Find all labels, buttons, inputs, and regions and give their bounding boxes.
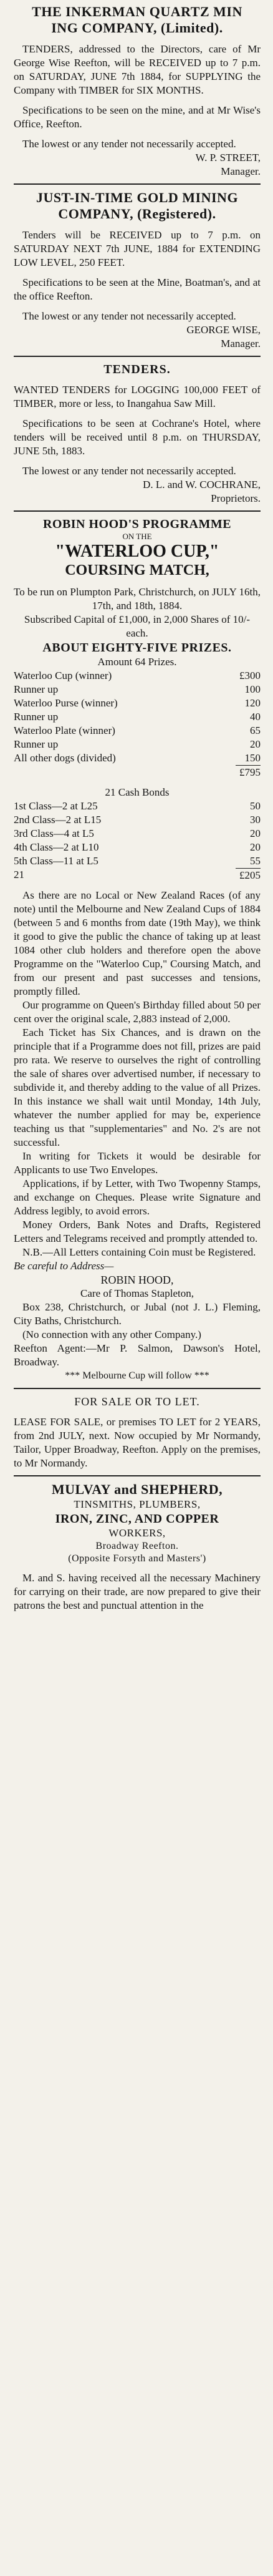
inkerman-title-1: THE INKERMAN QUARTZ MIN [32,4,242,19]
prize-row: Runner up 40 [14,711,261,723]
inkerman-ad [14,4,261,178]
tenders-lowest: The lowest or any tender not necessarily accepted. [22,465,236,477]
melbourne-cup-note: *** Melbourne Cup will follow *** [65,1370,209,1381]
amount-heading: Amount 64 Prizes. [97,656,177,668]
prize-total: £795 [14,765,261,779]
just-in-time-ad [14,190,261,351]
jit-title-2: COMPANY, (Registered). [58,206,216,222]
cash-row: 2nd Class—2 at L15 30 [14,814,261,826]
coursing-match-title: COURSING MATCH, [65,562,209,578]
mulvay-body: M. and S. having received all the necessary Machinery for carrying on their trade, are now prepared to give their patrons the best and punctual attention in the [14,1572,261,1611]
jit-specs: Specifications to be seen at the Mine, Boatman's, and at the office Reefton. [14,276,261,302]
mulvay-line-4: WORKERS, [108,1527,166,1539]
for-sale-body: LEASE FOR SALE, or premises TO LET for 2 YEARS, from 2nd JULY, next. Now occupied by Mr Normandy, Tailor, Upper Broadway, Reefton. Apply on the premises, to Mr Normandy. [14,1416,261,1469]
prize-row: Waterloo Plate (winner) 65 [14,724,261,736]
inkerman-specs: Specifications to be seen on the mine, and at Mr Wise's Office, Reefton. [14,104,261,130]
divider [14,1388,261,1389]
jit-sig-title: Manager. [221,338,261,349]
robin-para-3: Each Ticket has Six Chances, and is drawn on the principle that if a Programme does not fill, prizes are paid pro rata. We reserve to ourselves the right of controlling the sale of shares over advertised number, if necessary to subdivide it, and thereby adding to the value of all Prizes. In this instance we shall wait until Monday, 14th July, whatever the number applied for may be, experience teaching us that "supplementaries" and No. 2's are not successful. [14,1027,261,1148]
for-sale-ad [14,1394,261,1470]
tenders-sig-title: Proprietors. [211,492,261,504]
for-sale-heading: FOR SALE OR TO LET. [74,1395,200,1408]
divider [14,356,261,357]
cash-row: 1st Class—2 at L25 50 [14,800,261,812]
subscribed-text: Subscribed Capital of £1,000, in 2,000 Shares of 10/- each. [24,613,251,639]
tenders-body: WANTED TENDERS for LOGGING 100,000 FEET of TIMBER, more or less, to Inangahua Saw Mill. [14,384,261,409]
robin-hood-ad [14,517,261,1383]
jit-lowest: The lowest or any tender not necessarily accepted. [22,310,236,322]
mulvay-line-5: Broadway Reefton. [95,1541,179,1551]
inkerman-body: TENDERS, addressed to the Directors, care of Mr George Wise Reefton, will be RECEIVED up to 7 p.m. on SATURDAY, JUNE 7th 1884, for SUPPLYING the Company with TIMBER for SIX MONTHS. [14,43,261,96]
mulvay-line-3: IRON, ZINC, AND COPPER [55,1512,219,1526]
mulvay-line-6: (Opposite Forsyth and Masters') [68,1553,206,1564]
robin-para-1: As there are no Local or New Zealand Races (of any note) until the Melbourne and New Zealand Cups of 1884 (between 5 and 6 months from date (19th May), we think it good to give the public the chance of taking up at least 1084 other club holders and therefore open the above Programme on the "Waterloo Cup," Coursing Match, and from our present and past successes and tensions, promptly filled. [14,889,261,997]
address-label: Be careful to Address— [14,1260,114,1272]
mulvay-shepherd-ad [14,1481,261,1612]
prize-row: Waterloo Purse (winner) 120 [14,697,261,709]
tenders-heading: TENDERS. [103,363,171,376]
mulvay-line-2: TINSMITHS, PLUMBERS, [74,1498,201,1510]
waterloo-cup-title: "WATERLOO CUP," [55,542,219,561]
address-box: Box 238, Christchurch, or Jubal (not J. L.) Fleming, City Baths, Christchurch. [14,1301,261,1327]
inkerman-title-2: ING COMPANY, (Limited). [51,20,223,36]
divider [14,183,261,185]
run-on-text: To be run on Plumpton Park, Christchurch, on JULY 16th, 17th, and 18th, 1884. [14,586,261,612]
prize-row: Runner up 20 [14,738,261,750]
cash-total: 21 £205 [14,869,261,881]
robin-para-6: Money Orders, Bank Notes and Drafts, Registered Letters and Telegrams received and promptly attended to. [14,1219,261,1244]
robin-hood-intro: ROBIN HOOD'S PROGRAMME [42,517,232,531]
prize-row: Waterloo Cup (winner) £300 [14,670,261,681]
reefton-agent: Reefton Agent:—Mr P. Salmon, Dawson's Hotel, Broadway. [14,1342,261,1368]
address-care: Care of Thomas Stapleton, [80,1287,194,1299]
cash-row: 5th Class—11 at L5 55 [14,855,261,867]
cochrane-tenders-ad [14,362,261,505]
tenders-specs: Specifications to be seen at Cochrane's Hotel, where tenders will be received until 8 p.m. on THURSDAY, JUNE 5th, 1883. [14,417,261,457]
robin-para-2: Our programme on Queen's Birthday filled about 50 per cent over the original scale, 2,883 instead of 2,000. [14,999,261,1025]
robin-para-4: In writing for Tickets it would be desirable for Applicants to use Two Envelopes. [14,1150,261,1176]
prize-row: Runner up 100 [14,683,261,695]
cash-heading: 21 Cash Bonds [105,786,170,798]
divider [14,510,261,512]
address-name: ROBIN HOOD, [100,1274,174,1286]
robin-para-7: N.B.—All Letters containing Coin must be Registered. [22,1246,256,1258]
jit-title-1: JUST-IN-TIME GOLD MINING [36,190,239,205]
jit-body: Tenders will be RECEIVED up to 7 p.m. on SATURDAY NEXT 7th JUNE, 1884 for EXTENDING LOW LEVEL, 250 FEET. [14,229,261,268]
address-note: (No connection with any other Company.) [22,1329,201,1340]
about-prizes: ABOUT EIGHTY-FIVE PRIZES. [42,641,232,655]
prize-row: All other dogs (divided) 150 [14,752,261,764]
robin-para-5: Applications, if by Letter, with Two Twopenny Stamps, and exchange on Cheques. Please write Signature and Address legibly, to avoid errors. [14,1178,261,1217]
jit-sig-name: GEORGE WISE, [186,324,261,336]
tenders-sig-name: D. L. and W. COCHRANE, [143,479,261,490]
inkerman-sig-title: Manager. [221,165,261,177]
divider [14,1475,261,1476]
cash-list [14,799,261,882]
inkerman-sig-name: W. P. STREET, [195,152,261,163]
mulvay-title: MULVAY and SHEPHERD, [51,1481,223,1497]
cash-row: 4th Class—2 at L10 20 [14,841,261,853]
cash-row: 3rd Class—4 at L5 20 [14,827,261,839]
prize-list [14,669,261,779]
inkerman-lowest: The lowest or any tender not necessarily accepted. [22,138,236,150]
robin-hood-on-the: ON THE [122,532,152,541]
